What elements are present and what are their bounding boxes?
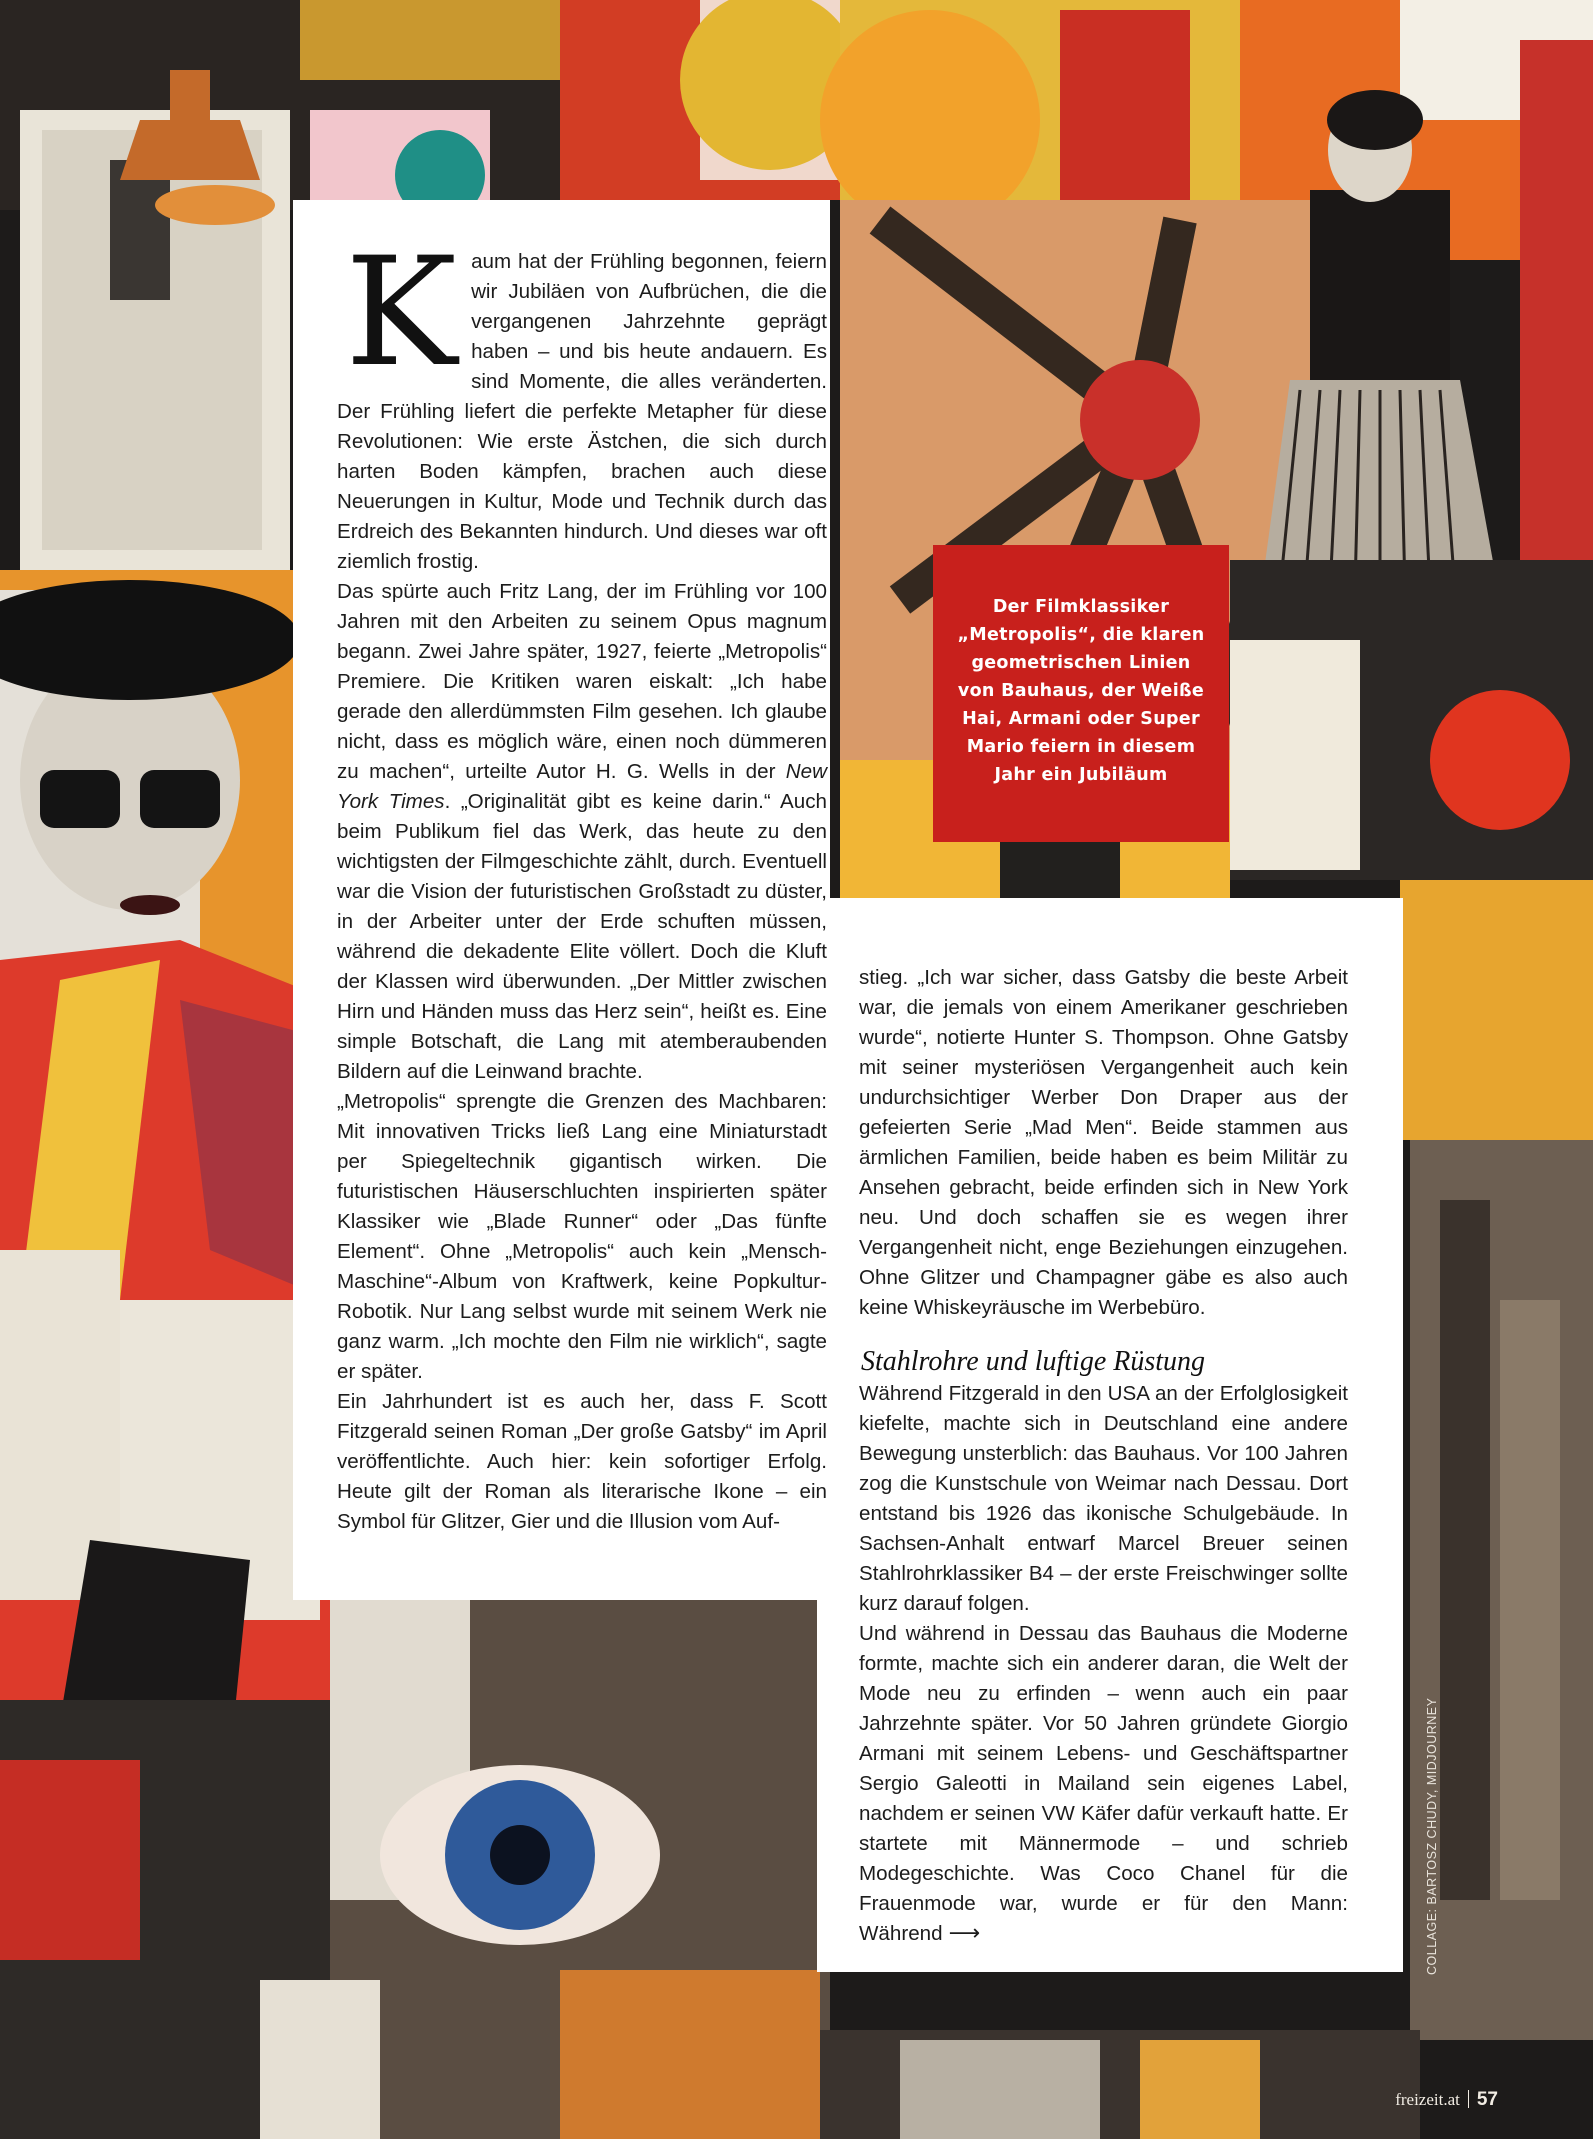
armani-paragraph: Und während in Dessau das Bauhaus die Moderne formte, machte sich ein anderer daran, die Welt der Mode neu zu erfinden – wenn auch ein paar Jahrzehnte später. Vor 50 Jahren gründete Giorgio Armani mit seinem Lebens- und Geschäftspartner Sergio Galeotti in Mailand sein eigenes Label, nachdem er seinen VW Käfer dafür verkauft hatte. Er startete mit Männermode – und schrieb Modegeschichte. Was Coco Chanel für die Frauenmode war, wurde er für den Mann: Während ⟶ (859, 1622, 1348, 1946)
photo-credit: COLLAGE: BARTOSZ CHUDY, MIDJOURNEY (1425, 1697, 1439, 1975)
site-name: freizeit.at (1395, 2090, 1460, 2109)
article-column-2 (859, 963, 1348, 1949)
footer-divider (1468, 2090, 1469, 2108)
metropolis-paragraph: Das spürte auch Fritz Lang, der im Frühling vor 100 Jahren mit den Arbeiten zu seinem Opus magnum begann. Zwei Jahre später, 1927, feierte „Metropolis“ Premiere. Die Kritiken waren eiskalt: „Ich habe gerade den allerdümmsten Film gesehen. Ich glaube nicht, dass es möglich wäre, einen noch dümmeren zu machen“, urteilte Autor H. G. Wells in der New York Times. „Originalität gibt es keine darin.“ Auch beim Publikum fiel das Werk, das heute zu den wichtigsten der Filmgeschichte zählt, durch. Eventuell war die Vision der futuristischen Großstadt zu düster, in der Arbeiter unter der Erde schuften müssen, während die dekadente Elite völlert. Doch die Kluft der Klassen wird überwunden. „Der Mittler zwischen Hirn und Händen muss das Herz sein“, heißt es. Eine simple Botschaft, die Lang mit atemberaubenden Bildern auf die Leinwand brachte. (337, 580, 827, 1083)
image-caption: Der Filmklassiker „Metropolis“, die klaren geometrischen Linien von Bauhaus, der Weiße Hai, Armani oder Super Mario feiern in diesem Jahr ein Jubiläum (957, 597, 1205, 785)
influence-paragraph: „Metropolis“ sprengte die Grenzen des Machbaren: Mit innovativen Tricks ließ Lang eine Miniaturstadt per Spiegeltechnik gigantisch wirken. Die futuristischen Häuserschluchten inspirierten später Klassiker wie „Blade Runner“ oder „Das fünfte Element“. Ohne „Metropolis“ auch kein „Mensch-Maschine“-Album von Kraftwerk, keine Popkultur-Robotik. Nur Lang selbst wurde mit seinem Werk nie ganz warm. „Ich mochte den Film nie wirklich“, sagte er später. (337, 1090, 827, 1383)
image-caption-box (933, 545, 1229, 842)
section-subheading: Stahlrohre und luftige Rüstung (861, 1346, 1206, 1377)
gatsby-paragraph: Ein Jahrhundert ist es auch her, dass F. Scott Fitzgerald seinen Roman „Der große Gatsby“ im April veröffentlichte. Auch hier: kein sofortiger Erfolg. Heute gilt der Roman als literarische Ikone – ein Symbol für Glitzer, Gier und die Illusion vom Auf- (337, 1390, 827, 1533)
continue-arrow-icon: ⟶ (948, 1921, 981, 1946)
publication-title: New York Times (337, 760, 827, 813)
page-footer (1395, 2089, 1498, 2111)
intro-paragraph: aum hat der Frühling begonnen, feiern wir Jubiläen von Aufbrüchen, die die vergangenen Jahrzehnte geprägt haben – und bis heute andauern. Es sind Momente, die alles veränderten. Der Frühling liefert die perfekte Metapher für diese Revolutionen: Wie erste Ästchen, die sich durch harten Boden kämpfen, brachen auch diese Neuerungen in Kultur, Mode und Technik durch das Erdreich des Bekannten hindurch. Und dieses war oft ziemlich frostig. (337, 250, 827, 573)
page-number: 57 (1476, 2089, 1498, 2110)
bauhaus-paragraph: Während Fitzgerald in den USA an der Erfolglosigkeit kiefelte, machte sich in Deutschland eine andere Bewegung unsterblich: das Bauhaus. Vor 100 Jahren zog die Kunstschule von Weimar nach Dessau. Dort entstand bis 1926 das ikonische Schulgebäude. In Sachsen-Anhalt entwarf Marcel Breuer seinen Stahlrohrklassiker B4 – der erste Freischwinger sollte kurz darauf folgen. (859, 1382, 1348, 1615)
gatsby-continuation-paragraph: stieg. „Ich war sicher, dass Gatsby die beste Arbeit war, die jemals von einem Amerikaner geschrieben wurde“, notierte Hunter S. Thompson. Ohne Gatsby mit seiner mysteriösen Vergangenheit auch kein undurchsichtiger Werber Don Draper aus der gefeierten Serie „Mad Men“. Beide stammen aus ärmlichen Familien, beide haben es beim Militär zu Ansehen gebracht, beide erfinden sich in New York neu. Und doch schaffen sie es wegen ihrer Vergangenheit nicht, enge Beziehungen einzugehen. Ohne Glitzer und Champagner gäbe es also auch keine Whiskeyräusche im Werbebüro. (859, 966, 1348, 1319)
article-column-1 (337, 226, 827, 1537)
drop-cap: K (345, 226, 458, 400)
